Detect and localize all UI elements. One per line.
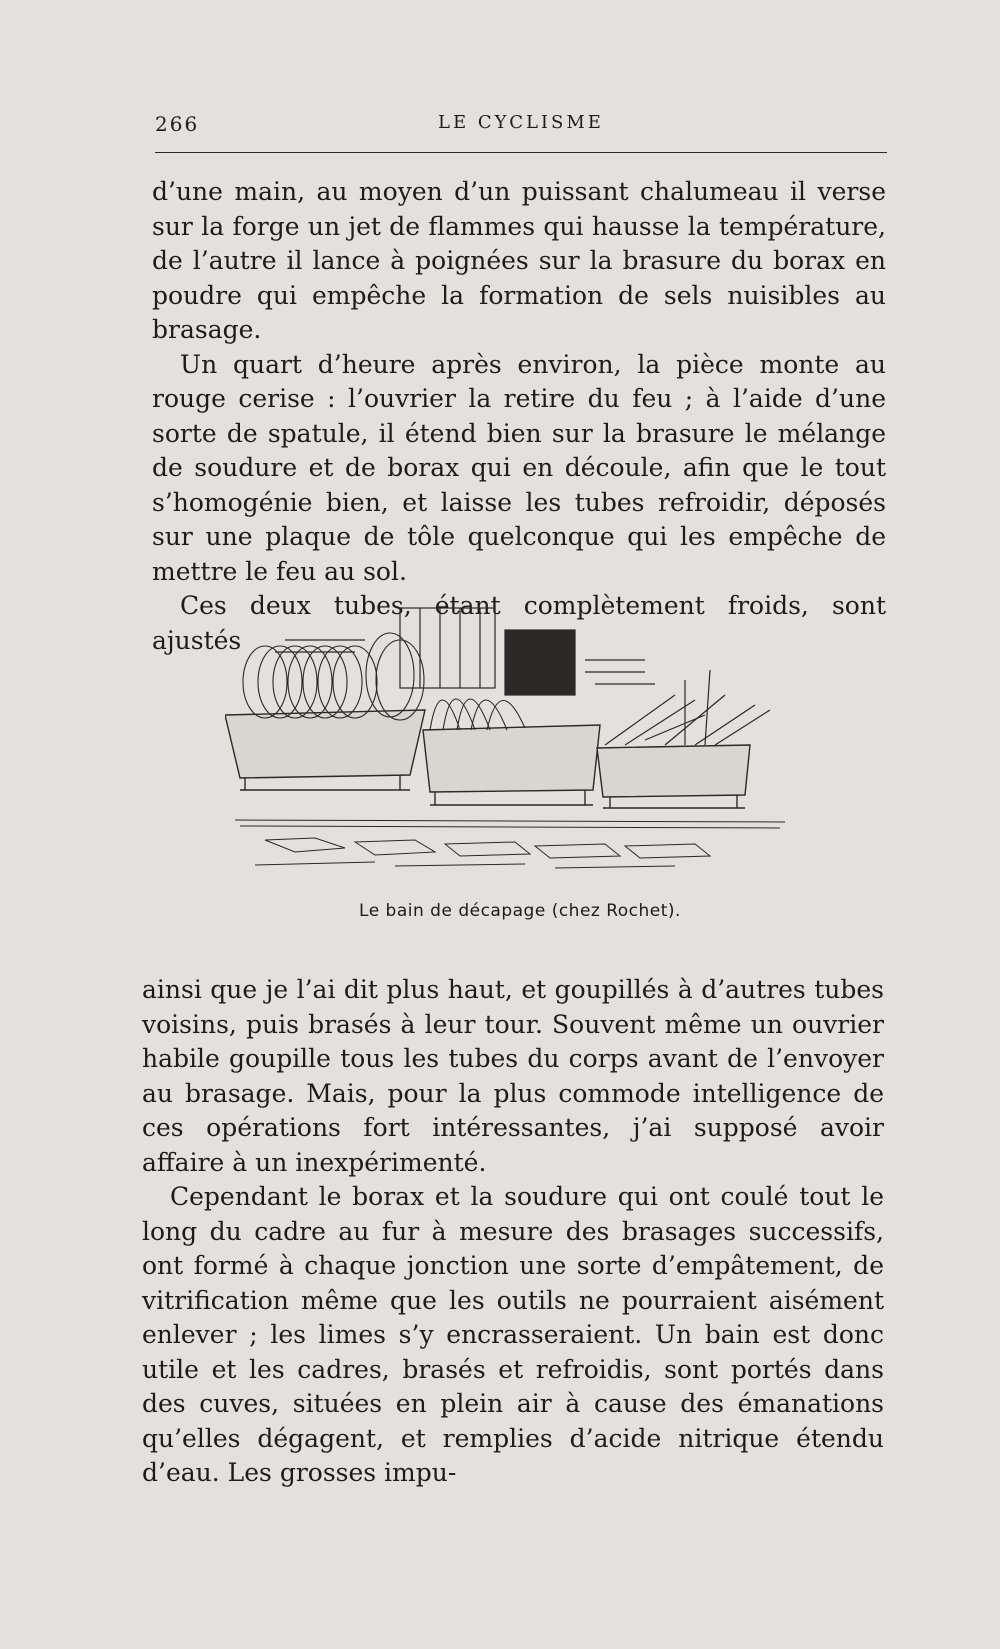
right-tub <box>597 670 770 808</box>
page-number: 266 <box>155 112 200 136</box>
pickling-bath-illustration <box>225 600 815 880</box>
body-text-bottom <box>142 973 884 1491</box>
running-title: LE CYCLISME <box>438 112 604 133</box>
middle-tub <box>423 699 600 805</box>
left-tub <box>225 633 425 790</box>
paragraph: Cependant le borax et la soudure qui ont coulé tout le long du cadre au fur à mesure des brasages successifs, ont formé à chaque jonction une sorte d’empâtement, de vitrification même que les outils ne pourraient aisément enlever ; les limes s’y encrasseraient. Un bain est donc utile et les cadres, brasés et refroidis, sont portés dans des cuves, situées en plein air à cause des émanations qu’elles dégagent, et remplies d’acide nitrique étendu d’eau. Les grosses impu- <box>142 1182 884 1487</box>
paragraph: d’une main, au moyen d’un puissant chalumeau il verse sur la forge un jet de flammes qui hausse la température, de l’autre il lance à poignées sur la brasure du borax en poudre qui empêche la formation de sels nuisibles au brasage. <box>152 177 886 344</box>
body-text-top <box>152 175 886 658</box>
paragraph: Ces deux tubes, étant complètement froids, sont ajustés <box>152 591 886 655</box>
paragraph: ainsi que je l’ai dit plus haut, et goupillés à d’autres tubes voisins, puis brasés à leur tour. Souvent même un ouvrier habile goupille tous les tubes du corps avant de l’envoyer au brasage. Mais, pour la plus commode intelligence de ces opérations fort intéressantes, j’ai supposé avoir affaire à un inexpérimenté. <box>142 975 884 1177</box>
paragraph: Un quart d’heure après environ, la pièce monte au rouge cerise : l’ouvrier la retire du feu ; à l’aide d’une sorte de spatule, il étend bien sur la brasure le mélange de soudure et de borax qui en découle, afin que le tout s’homogénie bien, et laisse les tubes refroidir, déposés sur une plaque de tôle quelconque qui les empêche de mettre le feu au sol. <box>152 349 886 586</box>
ground-paving <box>235 820 785 868</box>
figure-caption: Le bain de décapage (chez Rochet). <box>359 901 681 921</box>
page-header <box>155 112 887 153</box>
